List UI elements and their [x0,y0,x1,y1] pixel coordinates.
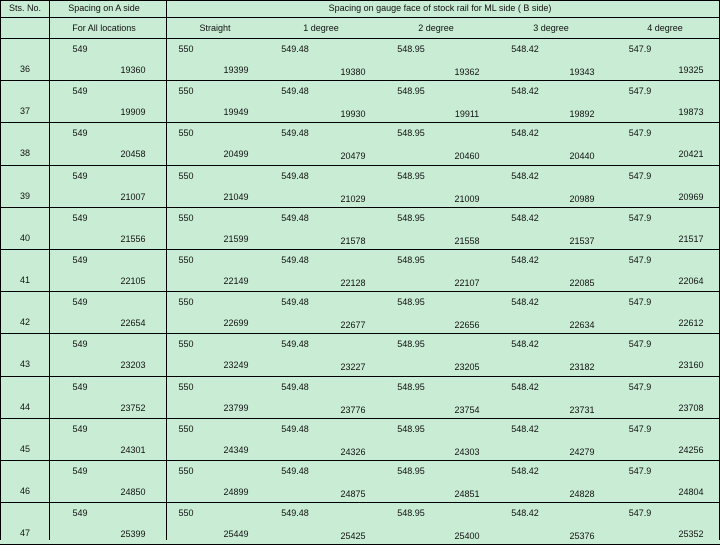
value-3-degree: 22085 [569,278,595,288]
value-1-degree: 21029 [340,193,366,204]
value-2-degree: 21558 [454,235,480,246]
spacing-1-degree: 549.48 [281,508,309,519]
spacing-4-degree: 547.9 [628,466,652,476]
value-1-degree: 25425 [340,531,366,542]
value-a-side: 25399 [120,529,146,540]
value-a-side: 24301 [120,444,146,455]
col-divider-a-side [166,0,167,540]
spacing-3-degree: 548.42 [511,255,539,265]
spacing-1-degree: 549.48 [281,466,309,476]
station-number: 45 [19,443,31,454]
header-1-degree: 1 degree [303,23,339,33]
value-a-side: 21007 [120,191,146,202]
station-number: 43 [19,359,31,370]
value-3-degree: 24828 [569,489,595,499]
value-a-side: 22105 [120,276,146,286]
value-3-degree: 19343 [569,67,595,77]
value-1-degree: 19380 [340,67,366,77]
spacing-1-degree: 549.48 [281,297,309,308]
value-a-side: 23203 [120,360,146,371]
spacing-1-degree: 549.48 [281,86,309,97]
value-3-degree: 24279 [569,446,595,457]
spacing-4-degree: 547.9 [628,423,652,434]
spacing-straight: 550 [178,128,194,139]
value-4-degree: 24804 [678,487,704,497]
value-4-degree: 20969 [678,191,704,202]
spacing-4-degree: 547.9 [628,508,652,519]
table-border-left [0,0,1,540]
value-straight: 22699 [223,318,249,329]
station-number: 37 [19,106,31,117]
spacing-straight: 550 [178,86,194,97]
spacing-2-degree: 548.95 [397,128,425,139]
spacing-straight: 550 [178,255,194,265]
header-3-degree: 3 degree [533,23,569,33]
value-4-degree: 21517 [678,233,704,244]
spacing-1-degree: 549.48 [281,170,309,181]
header-a-side: Spacing on A side [68,3,140,13]
station-number: 41 [19,275,31,285]
spacing-4-degree: 547.9 [628,255,652,265]
spacing-2-degree: 548.95 [397,255,425,265]
value-straight: 24349 [223,444,249,455]
spacing-3-degree: 548.42 [511,466,539,476]
value-3-degree: 23731 [569,404,595,415]
header-2-degree: 2 degree [418,23,454,33]
spacing-straight: 550 [178,508,194,519]
value-a-side: 24850 [120,487,146,497]
spacing-4-degree: 547.9 [628,44,652,54]
value-1-degree: 23227 [340,362,366,373]
value-2-degree: 19911 [454,109,480,120]
row-divider [0,80,720,81]
spacing-2-degree: 548.95 [397,170,425,181]
row-divider [0,502,720,503]
row-divider [0,207,720,208]
value-straight: 23249 [223,360,249,371]
spacing-3-degree: 548.42 [511,212,539,223]
spacing-3-degree: 548.42 [511,508,539,519]
value-3-degree: 22634 [569,320,595,331]
value-a-side: 22654 [120,318,146,329]
spacing-a-side: 549 [72,255,88,265]
value-2-degree: 24851 [454,489,480,499]
value-4-degree: 19873 [678,107,704,118]
spacing-4-degree: 547.9 [628,170,652,181]
header-4-degree: 4 degree [647,23,683,33]
spacing-straight: 550 [178,44,194,54]
value-1-degree: 20479 [340,151,366,162]
spacing-a-side: 549 [72,508,88,519]
spacing-4-degree: 547.9 [628,297,652,308]
row-divider [0,418,720,419]
spacing-3-degree: 548.42 [511,381,539,392]
value-a-side: 21556 [120,233,146,244]
spacing-a-side: 549 [72,212,88,223]
spacing-a-side: 549 [72,128,88,139]
spacing-1-degree: 549.48 [281,339,309,350]
value-a-side: 20458 [120,149,146,160]
spacing-straight: 550 [178,212,194,223]
value-4-degree: 22612 [678,318,704,329]
value-1-degree: 22677 [340,320,366,331]
value-2-degree: 24303 [454,446,480,457]
header-divider-1 [0,17,720,18]
row-divider [0,460,720,461]
station-number: 47 [19,528,31,539]
value-2-degree: 20460 [454,151,480,162]
value-a-side: 19360 [120,65,146,75]
value-straight: 24899 [223,487,249,497]
spacing-2-degree: 548.95 [397,297,425,308]
spacing-2-degree: 548.95 [397,423,425,434]
spacing-1-degree: 549.48 [281,423,309,434]
value-1-degree: 24875 [340,489,366,499]
row-divider [0,333,720,334]
spacing-3-degree: 548.42 [511,339,539,350]
spacing-straight: 550 [178,381,194,392]
spacing-straight: 550 [178,297,194,308]
spacing-a-side: 549 [72,297,88,308]
station-number: 44 [19,401,31,412]
value-4-degree: 25352 [678,529,704,540]
spacing-2-degree: 548.95 [397,339,425,350]
spacing-2-degree: 548.95 [397,508,425,519]
value-4-degree: 22064 [678,276,704,286]
value-2-degree: 21009 [454,193,480,204]
spacing-2-degree: 548.95 [397,44,425,54]
spacing-straight: 550 [178,466,194,476]
header-straight: Straight [199,23,231,33]
value-1-degree: 24326 [340,446,366,457]
value-2-degree: 25400 [454,531,480,542]
value-3-degree: 21537 [569,235,595,246]
value-straight: 22149 [223,276,249,286]
value-straight: 19399 [223,65,249,75]
value-3-degree: 23182 [569,362,595,373]
spacing-a-side: 549 [72,44,88,54]
value-3-degree: 20989 [569,193,595,204]
value-straight: 21049 [223,191,249,202]
row-divider [0,165,720,166]
spacing-3-degree: 548.42 [511,86,539,97]
value-1-degree: 22128 [340,278,366,288]
value-4-degree: 19325 [678,65,704,75]
station-number: 40 [19,232,31,243]
value-straight: 19949 [223,107,249,118]
value-3-degree: 19892 [569,109,595,120]
header-all-locations: For All locations [72,23,136,33]
value-straight: 20499 [223,149,249,160]
col-divider-sts [49,0,50,540]
spacing-3-degree: 548.42 [511,423,539,434]
header-divider-2 [0,38,720,39]
station-number: 38 [19,148,31,159]
spacing-1-degree: 549.48 [281,381,309,392]
spacing-4-degree: 547.9 [628,128,652,139]
table-border-top [0,0,720,1]
value-straight: 21599 [223,233,249,244]
row-divider [0,249,720,250]
spacing-a-side: 549 [72,339,88,350]
row-divider [0,376,720,377]
spacing-straight: 550 [178,339,194,350]
value-straight: 23799 [223,402,249,413]
value-2-degree: 23205 [454,362,480,373]
row-divider [0,122,720,123]
station-number: 42 [19,317,31,328]
spacing-1-degree: 549.48 [281,212,309,223]
spacing-straight: 550 [178,170,194,181]
station-number: 39 [19,190,31,201]
value-a-side: 19909 [120,107,146,118]
value-4-degree: 24256 [678,444,704,455]
spacing-4-degree: 547.9 [628,86,652,97]
value-straight: 25449 [223,529,249,540]
station-number: 36 [19,64,31,74]
spacing-4-degree: 547.9 [628,381,652,392]
spacing-a-side: 549 [72,86,88,97]
spacing-2-degree: 548.95 [397,212,425,223]
spacing-3-degree: 548.42 [511,297,539,308]
value-2-degree: 22656 [454,320,480,331]
spacing-1-degree: 549.48 [281,128,309,139]
station-number: 46 [19,486,31,496]
row-divider [0,291,720,292]
value-1-degree: 23776 [340,404,366,415]
spacing-2-degree: 548.95 [397,466,425,476]
value-4-degree: 20421 [678,149,704,160]
spacing-2-degree: 548.95 [397,381,425,392]
spacing-straight: 550 [178,423,194,434]
spacing-a-side: 549 [72,170,88,181]
spacing-1-degree: 549.48 [281,44,309,54]
value-4-degree: 23708 [678,402,704,413]
value-2-degree: 23754 [454,404,480,415]
spacing-2-degree: 548.95 [397,86,425,97]
value-a-side: 23752 [120,402,146,413]
value-2-degree: 19362 [454,67,480,77]
value-1-degree: 19930 [340,109,366,120]
value-3-degree: 20440 [569,151,595,162]
spacing-3-degree: 548.42 [511,128,539,139]
header-sts-no: Sts. No. [8,3,42,13]
spacing-1-degree: 549.48 [281,255,309,265]
value-2-degree: 22107 [454,278,480,288]
spacing-a-side: 549 [72,381,88,392]
spacing-a-side: 549 [72,423,88,434]
spacing-3-degree: 548.42 [511,170,539,181]
value-1-degree: 21578 [340,235,366,246]
header-b-side: Spacing on gauge face of stock rail for ML side ( B side) [328,3,552,13]
spacing-4-degree: 547.9 [628,339,652,350]
spacing-a-side: 549 [72,466,88,476]
value-3-degree: 25376 [569,531,595,542]
value-4-degree: 23160 [678,360,704,371]
spacing-4-degree: 547.9 [628,212,652,223]
spacing-3-degree: 548.42 [511,44,539,54]
